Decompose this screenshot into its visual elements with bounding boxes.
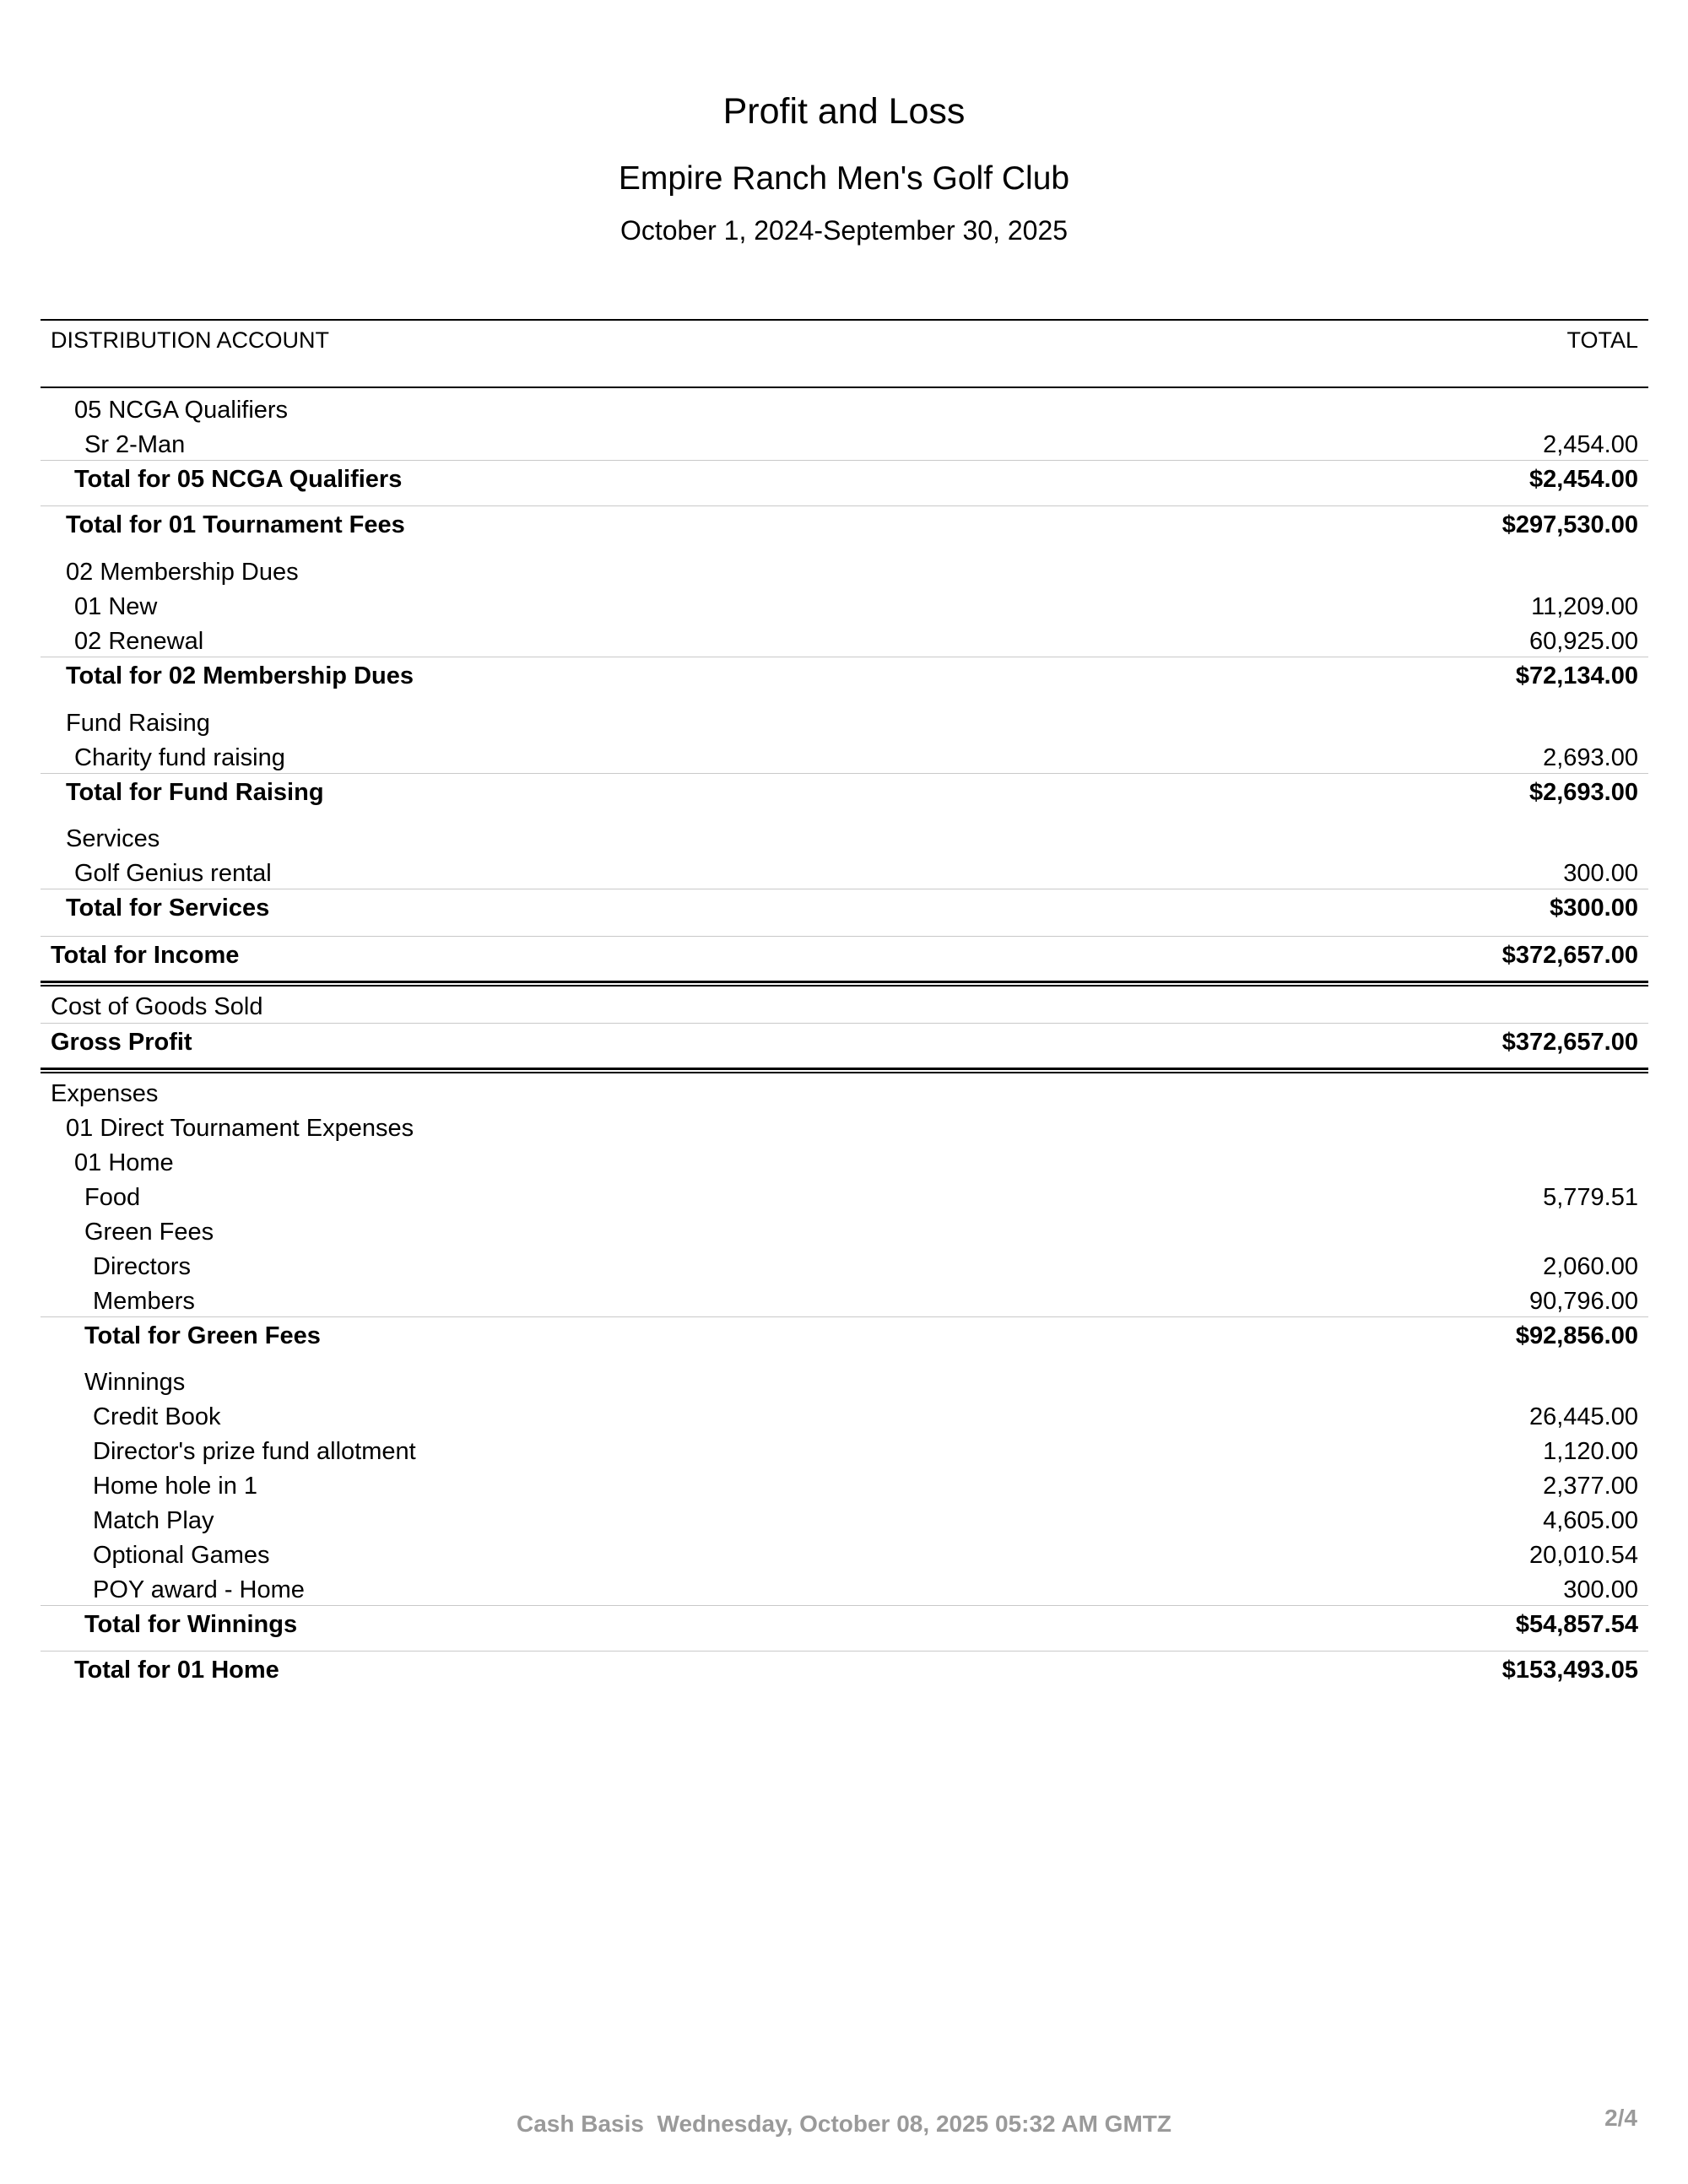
report-footer (0, 2111, 1688, 2138)
table-row (41, 1182, 1648, 1213)
column-header-account: DISTRIBUTION ACCOUNT (51, 327, 330, 353)
amount-value: $92,856.00 (1515, 1322, 1638, 1349)
account-label: Sr 2-Man (84, 431, 186, 458)
account-label: Directors (93, 1253, 192, 1280)
row-separator (41, 1605, 1648, 1606)
total-row (41, 1609, 1648, 1640)
account-label: 01 New (74, 593, 158, 620)
double-rule (41, 1068, 1648, 1070)
table-row (41, 430, 1648, 460)
account-label: Expenses (51, 1080, 159, 1107)
amount-value: 1,120.00 (1543, 1438, 1638, 1465)
account-label: Charity fund raising (74, 744, 285, 771)
account-label: Gross Profit (51, 1029, 192, 1056)
double-rule (41, 981, 1648, 983)
total-row (41, 940, 1648, 970)
account-label: Match Play (93, 1507, 214, 1534)
amount-value: 2,060.00 (1543, 1253, 1638, 1280)
account-label: 02 Membership Dues (66, 559, 299, 586)
account-label: Food (84, 1184, 141, 1211)
account-label: Services (66, 825, 160, 852)
table-row (41, 626, 1648, 657)
account-label: Total for 01 Home (74, 1657, 279, 1684)
row-separator (41, 936, 1648, 937)
row-separator (41, 773, 1648, 774)
row-separator (41, 1651, 1648, 1652)
report-title: Profit and Loss (722, 91, 966, 132)
amount-value: 11,209.00 (1531, 593, 1638, 620)
account-label: Total for 01 Tournament Fees (66, 511, 405, 538)
table-row (41, 557, 1648, 587)
total-row (41, 510, 1648, 540)
footer-timestamp: Wednesday, October 08, 2025 05:32 AM GMTZ (657, 2111, 1171, 2137)
account-label: Members (93, 1288, 195, 1315)
table-row (41, 1251, 1648, 1282)
account-label: Total for Fund Raising (66, 779, 324, 806)
table-row (41, 1217, 1648, 1247)
account-label: 02 Renewal (74, 628, 204, 655)
account-label: Credit Book (93, 1403, 221, 1430)
amount-value: 5,779.51 (1543, 1184, 1638, 1211)
total-row (41, 661, 1648, 691)
account-label: Golf Genius rental (74, 860, 272, 887)
amount-value: $2,693.00 (1528, 779, 1638, 806)
table-row (41, 858, 1648, 889)
amount-value: 300.00 (1563, 1576, 1638, 1603)
total-row (41, 893, 1648, 923)
total-row (41, 1027, 1648, 1057)
amount-value: 2,454.00 (1543, 431, 1638, 458)
total-row (41, 1655, 1648, 1685)
account-label: Total for 02 Membership Dues (66, 662, 414, 689)
amount-value: 90,796.00 (1528, 1288, 1638, 1315)
table-row (41, 743, 1648, 773)
amount-value: 2,693.00 (1543, 744, 1638, 771)
amount-value: $297,530.00 (1501, 511, 1638, 538)
account-label: 01 Home (74, 1149, 174, 1176)
company-name: Empire Ranch Men's Golf Club (618, 160, 1070, 197)
total-row (41, 1321, 1648, 1351)
amount-value: $72,134.00 (1515, 662, 1638, 689)
table-row (41, 1540, 1648, 1570)
amount-value: 2,377.00 (1543, 1473, 1638, 1500)
table-row (41, 708, 1648, 738)
account-label: Winnings (84, 1369, 186, 1396)
amount-value: 4,605.00 (1543, 1507, 1638, 1534)
amount-value: $372,657.00 (1501, 942, 1638, 969)
table-row (41, 1402, 1648, 1432)
table-row (41, 395, 1648, 425)
account-label: Total for Income (51, 942, 240, 969)
amount-value: $153,493.05 (1501, 1657, 1638, 1684)
report-period: October 1, 2024-September 30, 2025 (619, 215, 1069, 246)
table-header (41, 319, 1648, 388)
table-row (41, 1367, 1648, 1397)
table-row (41, 1148, 1648, 1178)
account-label: Green Fees (84, 1219, 214, 1246)
table-row (41, 1471, 1648, 1501)
account-label: Total for 05 NCGA Qualifiers (74, 466, 403, 493)
account-label: Total for Green Fees (84, 1322, 321, 1349)
amount-value: $2,454.00 (1528, 466, 1638, 493)
account-label: Fund Raising (66, 710, 210, 737)
table-row (41, 824, 1648, 854)
account-label: Home hole in 1 (93, 1473, 258, 1500)
column-header-total: TOTAL (1566, 327, 1638, 353)
row-separator (41, 1023, 1648, 1024)
table-row (41, 992, 1648, 1022)
row-separator (41, 505, 1648, 506)
table-row (41, 1436, 1648, 1467)
amount-value: $372,657.00 (1501, 1029, 1638, 1056)
amount-value: 20,010.54 (1528, 1542, 1638, 1569)
table-row (41, 1506, 1648, 1536)
table-row (41, 1078, 1648, 1109)
amount-value: 26,445.00 (1528, 1403, 1638, 1430)
account-label: 01 Direct Tournament Expenses (66, 1115, 414, 1142)
account-label: POY award - Home (93, 1576, 305, 1603)
account-label: Total for Winnings (84, 1611, 298, 1638)
total-row (41, 777, 1648, 808)
account-label: Cost of Goods Sold (51, 993, 263, 1020)
row-separator (41, 460, 1648, 461)
row-separator (41, 1316, 1648, 1317)
account-label: 05 NCGA Qualifiers (74, 397, 289, 424)
amount-value: $54,857.54 (1515, 1611, 1638, 1638)
table-row (41, 1113, 1648, 1143)
amount-value: 60,925.00 (1528, 628, 1638, 655)
amount-value: 300.00 (1563, 860, 1638, 887)
page-number: 2/4 (1604, 2105, 1637, 2131)
account-label: Optional Games (93, 1542, 270, 1569)
account-label: Director's prize fund allotment (93, 1438, 416, 1465)
table-row (41, 592, 1648, 622)
table-row (41, 1575, 1648, 1605)
amount-value: $300.00 (1550, 895, 1638, 922)
total-row (41, 464, 1648, 495)
table-row (41, 1286, 1648, 1316)
account-label: Total for Services (66, 895, 270, 922)
pnl-table (41, 319, 1648, 1684)
footer-basis: Cash Basis (517, 2111, 644, 2137)
